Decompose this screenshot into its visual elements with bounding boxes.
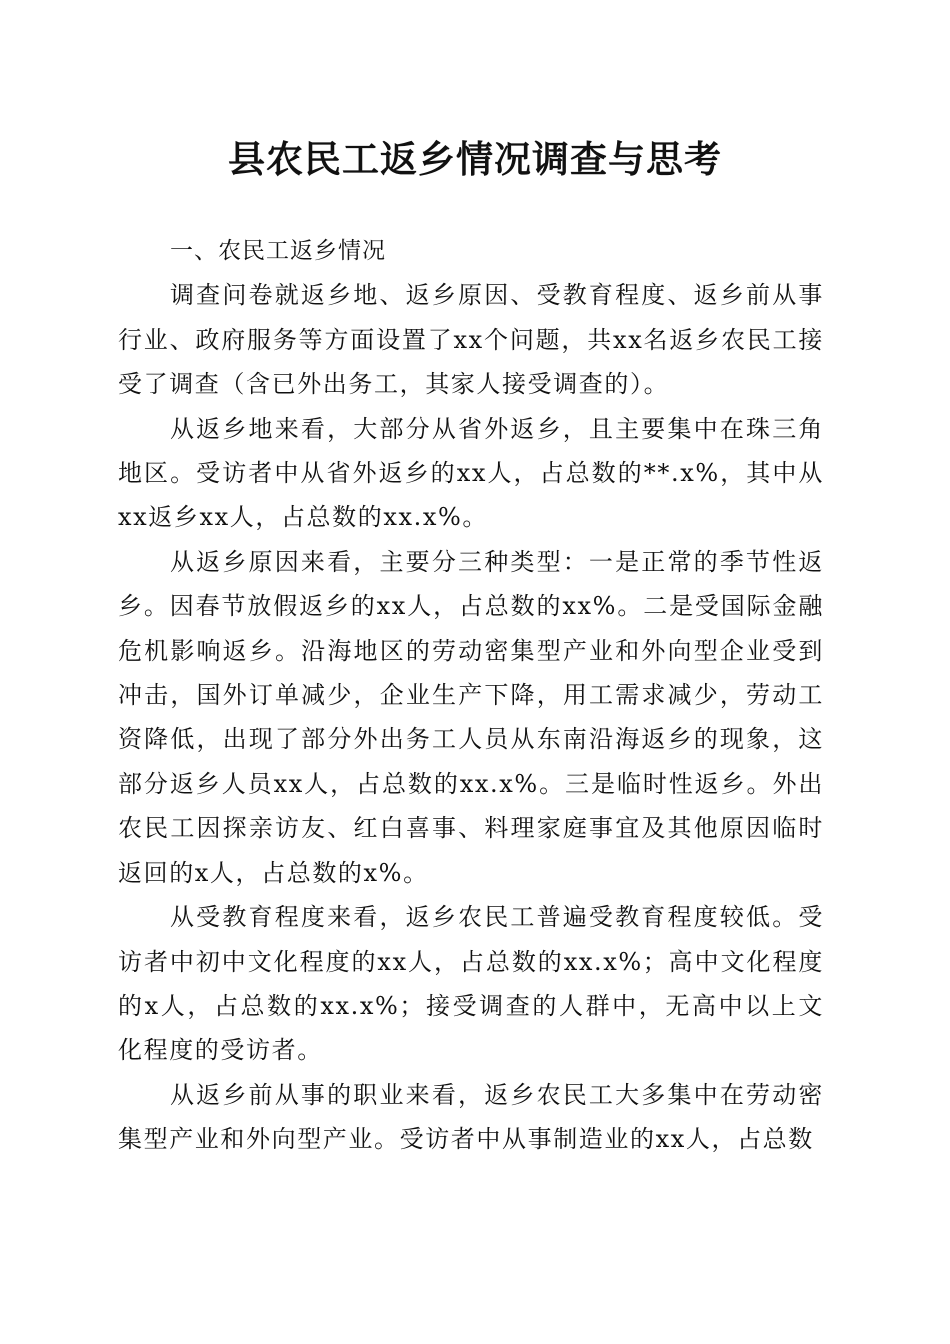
paragraph-return-reasons: 从返乡原因来看，主要分三种类型：一是正常的季节性返乡。因春节放假返乡的xx人，占总数的xx%。二是受国际金融危机影响返乡。沿海地区的劳动密集型产业和外向型企业受到冲击，国外订单减少，企业生产下降，用工需求减少，劳动工资降低，出现了部分外出务工人员从东南沿海返乡的现象，这部分返乡人员xx人，占总数的xx.x%。三是临时性返乡。外出农民工因探亲访友、红白喜事、料理家庭事宜及其他原因临时返回的x人，占总数的x%。 [118, 547, 824, 887]
paragraph-return-origin: 从返乡地来看，大部分从省外返乡，且主要集中在珠三角地区。受访者中从省外返乡的xx人，占总数的**.x%，其中从xx返乡xx人，占总数的xx.x%。 [118, 414, 824, 532]
document-body [118, 229, 824, 1162]
section-heading: 一、农民工返乡情况 [170, 238, 386, 264]
paragraph-survey-overview: 调查问卷就返乡地、返乡原因、受教育程度、返乡前从事行业、政府服务等方面设置了xx个问题，共xx名返乡农民工接受了调查（含已外出务工，其家人接受调查的）。 [118, 281, 824, 399]
paragraph-prior-occupation: 从返乡前从事的职业来看，返乡农民工大多集中在劳动密集型产业和外向型产业。受访者中从事制造业的xx人，占总数 [118, 1080, 824, 1154]
document-title: 县农民工返乡情况调查与思考 [228, 137, 722, 181]
paragraph-education-level: 从受教育程度来看，返乡农民工普遍受教育程度较低。受访者中初中文化程度的xx人，占总数的xx.x%；高中文化程度的x人，占总数的xx.x%；接受调查的人群中，无高中以上文化程度的受访者。 [118, 903, 824, 1065]
